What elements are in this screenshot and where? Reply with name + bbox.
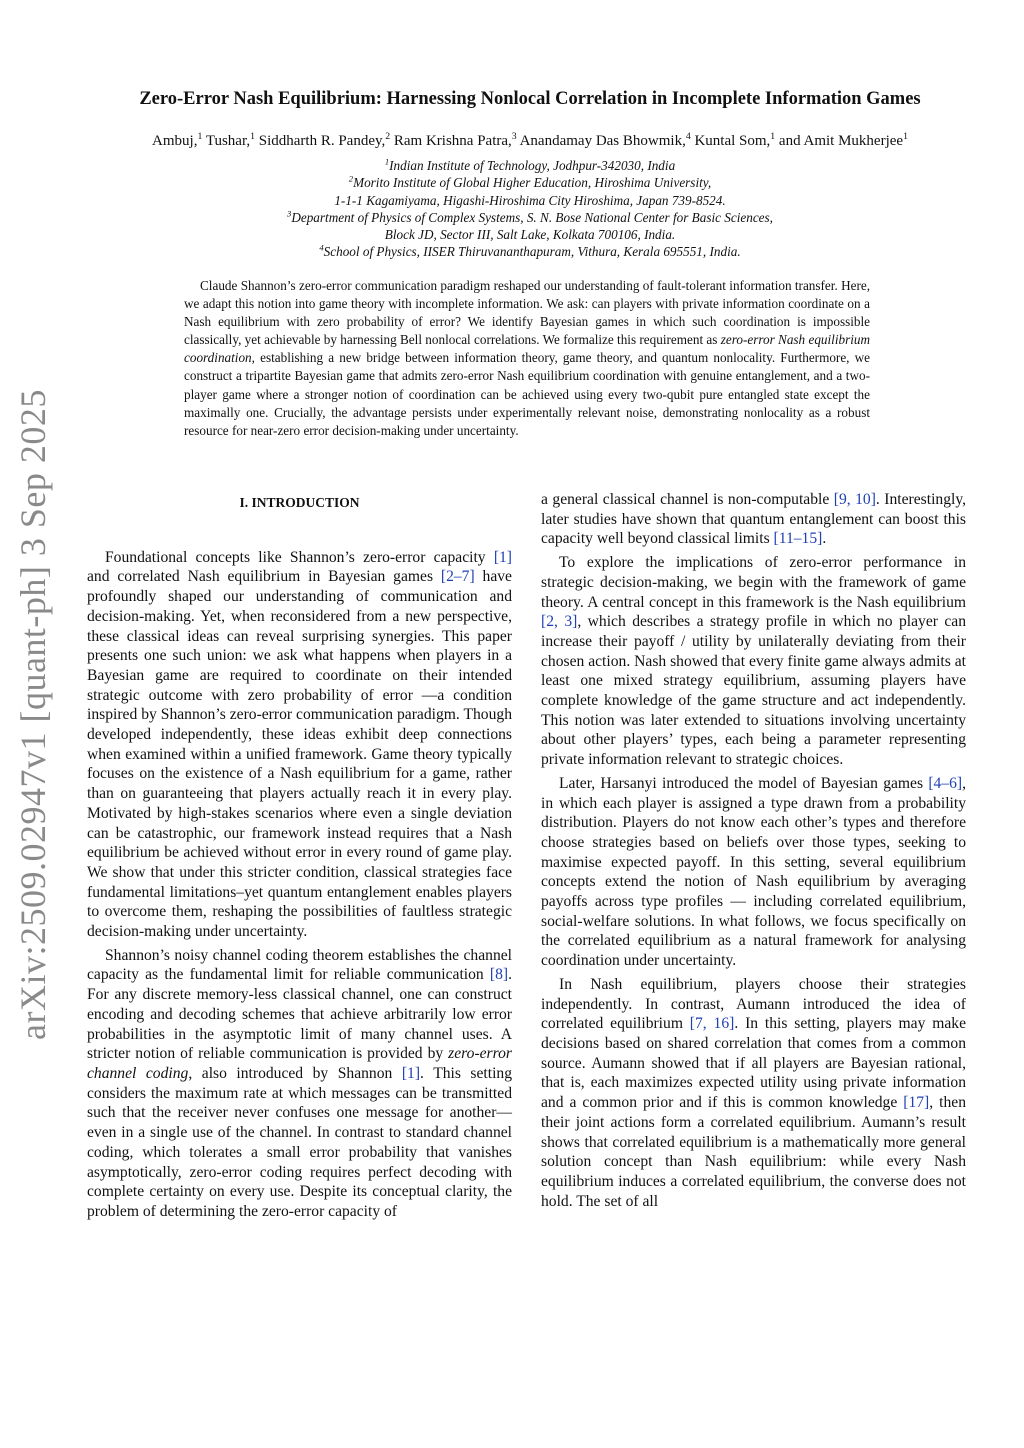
paragraph: Shannon’s noisy channel coding theorem establishes the channel capacity as the fundamental limit for reliable communication [8]. For any discrete memory-less classical channel, one can construct encoding and decoding schemes that achieve arbitrarily low error probabilities in the asymptotic limit of many channel uses. A stricter notion of reliable communication is provided by zero-error channel coding, also introduced by Shannon [1]. This setting considers the maximum rate at which messages can be transmitted such that the receiver never confuses one message for another—even in a single use of the channel. In contrast to standard channel coding, which tolerates a small error probability that vanishes asymptotically, zero-error coding requires perfect decoding with complete certainty on every use. Despite its conceptual clarity, the problem of determining the zero-error capacity of [87, 946, 513, 1220]
left-column [87, 490, 512, 1226]
affiliation: 1-1-1 Kagamiyama, Higashi-Hiroshima City Hiroshima, Japan 739-8524. [334, 192, 726, 208]
citation-link[interactable]: [1] [493, 548, 512, 566]
citation-link[interactable]: [8] [489, 966, 509, 984]
paper-title: Zero-Error Nash Equilibrium: Harnessing Nonlocal Correlation in Incomplete Information Games [139, 89, 921, 109]
section-heading: I. INTRODUCTION [239, 495, 360, 510]
author: Siddharth R. Pandey,$^2$ [258, 131, 391, 149]
paragraph: In Nash equilibrium, players choose their strategies independently. In contrast, Aumann introduced the idea of correlated equilibrium [7, 16]. In this setting, players may make decisions based on shared correlation that comes from a common source. Aumann showed that if all players are Bayesian rational, that is, each maximizes expected utility using private information and a common prior and if this is common knowledge [17], then their joint actions form a correlated equilibrium. Aumann’s result shows that correlated equilibrium is a mathematically more general solution concept than Nash equilibrium: while every Nash equilibrium induces a correlated equilibrium, the converse does not hold. The set of all [541, 975, 966, 1210]
author: and Amit Mukherjee$^1$ [778, 131, 908, 149]
author: Ram Krishna Patra,$^3$ [393, 131, 517, 149]
citation-link[interactable]: [11–15] [773, 530, 823, 548]
abstract: Claude Shannon’s zero-error communication paradigm reshaped our understanding of fault-tolerant information transfer. Here, we adapt this notion into game theory with incomplete information. We ask: can players with private information coordinate on a Nash equilibrium with zero probability of error? We identify Bayesian games in which such coordination is impossible classically, yet achievable by harnessing Bell nonlocal correlations. We formalize this requirement as zero-error Nash equilibrium coordination, establishing a new bridge between information theory, game theory, and quantum nonlocality. Furthermore, we construct a tripartite Bayesian game that admits zero-error Nash equilibrium coordination with genuine entanglement, and a two-player game where a stronger notion of coordination can be achieved using every two-qubit pure entangled state except the maximally one. Crucially, the advantage persists under experimentally relevant noise, demonstrating nonlocality as a robust resource for near-zero error decision-making under uncertainty. [184, 278, 871, 438]
author-list [60, 133, 1000, 150]
author: Anandamay Das Bhowmik,$^4$ [519, 131, 691, 149]
citation-link[interactable]: [1] [401, 1064, 421, 1082]
affiliation: $^4$School of Physics, IISER Thiruvananthapuram, Vithura, Kerala 695551, India. [319, 243, 741, 260]
citation-link[interactable]: [17] [903, 1094, 930, 1112]
right-column [541, 490, 966, 1215]
author: Kuntal Som,$^1$ [694, 131, 776, 149]
affiliation: Block JD, Sector III, Salt Lake, Kolkata 700106, India. [384, 227, 676, 243]
affiliation-list [60, 157, 1000, 261]
arxiv-identifier-stamp: arXiv:2509.02947v1 [quant-ph] 3 Sep 2025 [13, 389, 53, 1040]
citation-link[interactable]: [4–6] [928, 774, 963, 792]
affiliation: $^1$Indian Institute of Technology, Jodhpur-342030, India [384, 156, 676, 173]
citation-link[interactable]: [2, 3] [541, 613, 578, 631]
affiliation: $^2$Morito Institute of Global Higher Education, Hiroshima University, [348, 173, 712, 191]
paragraph: a general classical channel is non-computable [9, 10]. Interestingly, later studies have shown that quantum entanglement can boost this capacity well beyond classical limits [11–15]. [541, 491, 967, 548]
paragraph: Foundational concepts like Shannon’s zero-error capacity [1] and correlated Nash equilibrium in Bayesian games [2–7] have profoundly shaped our understanding of communication and decision-making. Yet, when reconsidered from a new perspective, these classical ideas can reveal surprising synergies. This paper presents one such union: we ask what happens when players in a Bayesian game are required to coordinate on their intended strategic outcome with zero probability of error —a condition inspired by Shannon’s zero-error communication paradigm. Though developed independently, these ideas exhibit deep connections when examined within a unified framework. Game theory typically focuses on the existence of a Nash equilibrium for a game, rather than on guaranteeing that players actually reach it in every play. Motivated by high-stakes scenarios where even a single deviation can be catastrophic, our framework instead requires that a Nash equilibrium be achieved without error in every round of game play. We show that under this stricter condition, classical strategies face fundamental limitations–yet quantum entanglement enables players to overcome them, reshaping the possibilities of faultless strategic decision-making under uncertainty. [87, 548, 512, 941]
paragraph: To explore the implications of zero-error performance in strategic decision-making, we begin with the framework of game theory. A central concept in this framework is the Nash equilibrium [2, 3], which describes a strategy profile in which no player can increase their payoff / utility by unilaterally deviating from their chosen action. Nash showed that every finite game always admits at least one mixed strategy equilibrium, assuming players have complete knowledge of the game structure and act independently. This notion was later extended to situations involving uncertainty about other players’ types, each being a parameter representing private information relevant to strategic choices. [541, 554, 967, 769]
affiliation: $^3$Department of Physics of Complex Systems, S. N. Bose National Center for Basic Sciences, [287, 208, 773, 225]
citation-link[interactable]: [2–7] [440, 568, 475, 586]
author: Ambuj,$^1$ [152, 131, 203, 149]
author: Tushar,$^1$ [205, 131, 255, 149]
citation-link[interactable]: [7, 16] [689, 1015, 735, 1033]
paragraph: Later, Harsanyi introduced the model of Bayesian games [4–6], in which each player is assigned a type drawn from a probability distribution. Players do not know each other’s types and therefore choose strategies based on beliefs over those types, seeking to maximise expected payoff. In this setting, several equilibrium concepts extend the notion of Nash equilibrium by averaging payoffs across type profiles — including correlated equilibrium, social-welfare solutions. In what follows, we focus specifically on the correlated equilibrium as a natural framework for analysing coordination under uncertainty. [541, 774, 966, 970]
citation-link[interactable]: [9, 10] [833, 491, 876, 508]
